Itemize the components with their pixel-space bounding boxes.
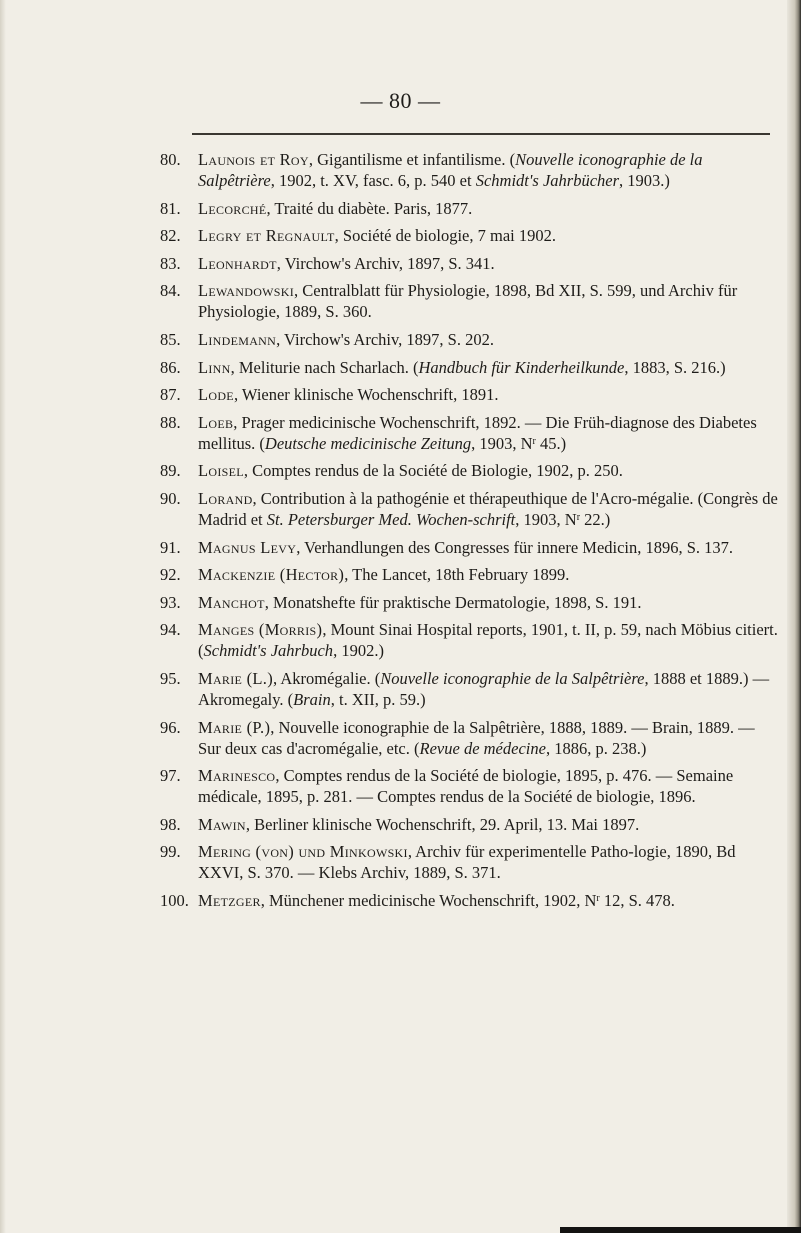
entry-number: 86.	[160, 357, 181, 377]
entry-journal-title: Brain	[293, 689, 331, 709]
entry-author: Metzger	[198, 890, 261, 910]
entry-text: , Virchow's Archiv, 1897, S. 341.	[276, 253, 495, 273]
entry-number: 92.	[160, 565, 181, 585]
entry-author: Loeb	[198, 412, 234, 432]
bibliography-entry	[160, 765, 780, 807]
entry-number: 91.	[160, 537, 181, 557]
entry-text: , 1903.)	[619, 171, 670, 190]
bibliography-entry	[160, 253, 780, 274]
entry-number: 94.	[160, 620, 181, 640]
entry-author: Leonhardt	[198, 253, 277, 273]
bibliography-entry	[160, 198, 780, 219]
entry-text: 45.)	[535, 433, 567, 453]
entry-number: 80.	[160, 150, 181, 169]
entry-text: , 1903, N	[471, 433, 533, 453]
entry-text: , Verhandlungen des Congresses für innere Medicin, 1896, S. 137.	[296, 537, 734, 557]
entry-text: , Virchow's Archiv, 1897, S. 202.	[276, 329, 494, 349]
bibliography-entry	[160, 280, 780, 322]
entry-text: , Monatshefte für praktische Dermatologie, 1898, S. 191.	[264, 592, 642, 612]
entry-number: 97.	[160, 766, 181, 786]
entry-text: , Akromégalie. (	[273, 668, 381, 688]
entry-superscript: r	[596, 892, 600, 904]
entry-number: 81.	[160, 198, 181, 218]
entry-text: , Mount Sinai Hospital reports, 1901, t. II, p. 59, nach Möbius citiert. (	[198, 620, 778, 661]
entry-author: Marie (L.)	[198, 668, 273, 688]
bibliography-entry	[160, 384, 780, 405]
entry-text: , Traité du diabète. Paris, 1877.	[266, 198, 473, 218]
entry-text: , Comptes rendus de la Société de Biologie, 1902, p. 250.	[243, 461, 623, 481]
entry-author: Magnus Levy	[198, 537, 297, 557]
entry-text: , Wiener klinische Wochenschrift, 1891.	[233, 385, 499, 405]
entry-author: Mering (von) und Minkowski	[198, 842, 408, 862]
entry-journal-title: Schmidt's Jahrbuch	[203, 641, 334, 661]
entry-text: , 1886, p. 238.)	[545, 738, 647, 758]
bibliography-entry	[160, 668, 780, 710]
bibliography-list	[160, 149, 780, 917]
bibliography-entry	[160, 717, 780, 759]
entry-number: 100.	[160, 890, 189, 910]
entry-number: 82.	[160, 226, 181, 246]
entry-author: Lecorché	[198, 198, 267, 218]
entry-author: Linn	[198, 357, 231, 377]
bibliography-entry	[160, 149, 780, 191]
bibliography-entry	[160, 412, 780, 454]
entry-text: , The Lancet, 18th February 1899.	[344, 565, 570, 585]
entry-journal-title: St. Petersburger Med. Wochen-schrift	[266, 509, 516, 529]
entry-number: 84.	[160, 281, 181, 301]
bibliography-entry	[160, 592, 780, 613]
entry-journal-title: Nouvelle iconographie de la Salpêtrière	[380, 668, 645, 688]
bibliography-entry	[160, 460, 780, 481]
entry-superscript: r	[576, 511, 581, 523]
bibliography-entry	[160, 537, 780, 558]
entry-journal-title: Deutsche medicinische Zeitung	[264, 433, 472, 453]
bibliography-entry	[160, 841, 780, 883]
bibliography-entry	[160, 814, 780, 835]
entry-author: Manges (Morris)	[198, 620, 323, 640]
entry-number: 85.	[160, 329, 181, 349]
entry-superscript: r	[532, 435, 536, 447]
entry-journal-title: Handbuch für Kinderheilkunde	[418, 357, 625, 377]
entry-number: 93.	[160, 592, 181, 612]
entry-author: Legry et Regnault	[198, 226, 335, 246]
bibliography-entry	[160, 225, 780, 246]
page-edge-right	[787, 0, 801, 1233]
entry-author: Manchot	[198, 592, 265, 612]
bibliography-entry	[160, 357, 780, 378]
entry-author: Mawin	[198, 814, 246, 834]
entry-author: Lorand	[198, 488, 253, 508]
entry-text: , 1883, S. 216.)	[624, 357, 726, 377]
entry-text: , Nouvelle iconographie de la Salpêtrière, 1888, 1889. — Brain, 1889. — Sur deux cas d'acromégalie, etc. (	[198, 717, 755, 758]
entry-number: 83.	[160, 253, 181, 273]
bibliography-entry	[160, 329, 780, 350]
entry-text: , Comptes rendus de la Société de biologie, 1895, p. 476. — Semaine médicale, 1895, p. 281. — Comptes rendus de la Société de biologie, 1896.	[198, 766, 734, 807]
entry-text: 22.)	[580, 509, 611, 529]
entry-text: , 1903, N	[515, 509, 577, 529]
entry-author: Lindemann	[198, 329, 277, 349]
entry-author: Mackenzie (Hector)	[198, 565, 345, 585]
entry-number: 87.	[160, 385, 181, 405]
entry-number: 98.	[160, 814, 181, 834]
entry-journal-title: Nouvelle iconographie de la Salpêtrière	[198, 150, 703, 190]
entry-number: 95.	[160, 668, 181, 688]
entry-author: Lode	[198, 385, 234, 405]
entry-text: , Prager medicinische Wochenschrift, 1892. — Die Früh-diagnose des Diabetes mellitus. (	[198, 412, 757, 453]
entry-journal-title: Revue de médecine	[419, 738, 546, 758]
entry-author: Loisel	[198, 461, 244, 481]
entry-text: , Archiv für experimentelle Patho-logie, 1890, Bd XXVI, S. 370. — Klebs Archiv, 1889, S. 371.	[198, 842, 736, 883]
entry-text: , Münchener medicinische Wochenschrift, 1902, N	[260, 890, 597, 910]
bibliography-entry	[160, 890, 780, 911]
entry-text: 12, S. 478.	[599, 890, 675, 910]
entry-text: , Gigantilisme et infantilisme. (	[308, 150, 516, 169]
entry-text: , Berliner klinische Wochenschrift, 29. April, 13. Mai 1897.	[245, 814, 640, 834]
entry-author: Marie (P.)	[198, 717, 271, 737]
entry-text: , 1902.)	[333, 641, 384, 661]
entry-number: 99.	[160, 842, 181, 862]
page-edge-left	[0, 0, 6, 1233]
entry-number: 96.	[160, 717, 181, 737]
entry-author: Lewandowski	[198, 281, 295, 301]
entry-text: , Meliturie nach Scharlach. (	[230, 357, 419, 377]
entry-text: , t. XII, p. 59.)	[330, 689, 426, 709]
bibliography-entry	[160, 488, 780, 530]
entry-number: 88.	[160, 412, 181, 432]
entry-journal-title: Schmidt's Jahrbücher	[475, 171, 620, 190]
entry-author: Launois et Roy	[198, 150, 309, 169]
entry-text: , Centralblatt für Physiologie, 1898, Bd XII, S. 599, und Archiv für Physiologie, 1889, S. 360.	[198, 281, 738, 322]
header-rule	[192, 133, 770, 135]
entry-text: , Société de biologie, 7 mai 1902.	[334, 226, 556, 246]
entry-number: 90.	[160, 488, 181, 508]
entry-text: , 1902, t. XV, fasc. 6, p. 540 et	[270, 171, 476, 190]
entry-author: Marinesco	[198, 766, 276, 786]
bibliography-entry	[160, 564, 780, 585]
entry-text: , 1888 et 1889.) — Akromegaly. (	[198, 668, 770, 709]
entry-number: 89.	[160, 461, 181, 481]
page-edge-bottom	[560, 1227, 801, 1233]
page-number: — 80 —	[360, 88, 441, 113]
bibliography-entry	[160, 619, 780, 661]
entry-text: , Contribution à la pathogénie et thérapeuthique de l'Acro-mégalie. (Congrès de Madrid et	[198, 488, 778, 529]
